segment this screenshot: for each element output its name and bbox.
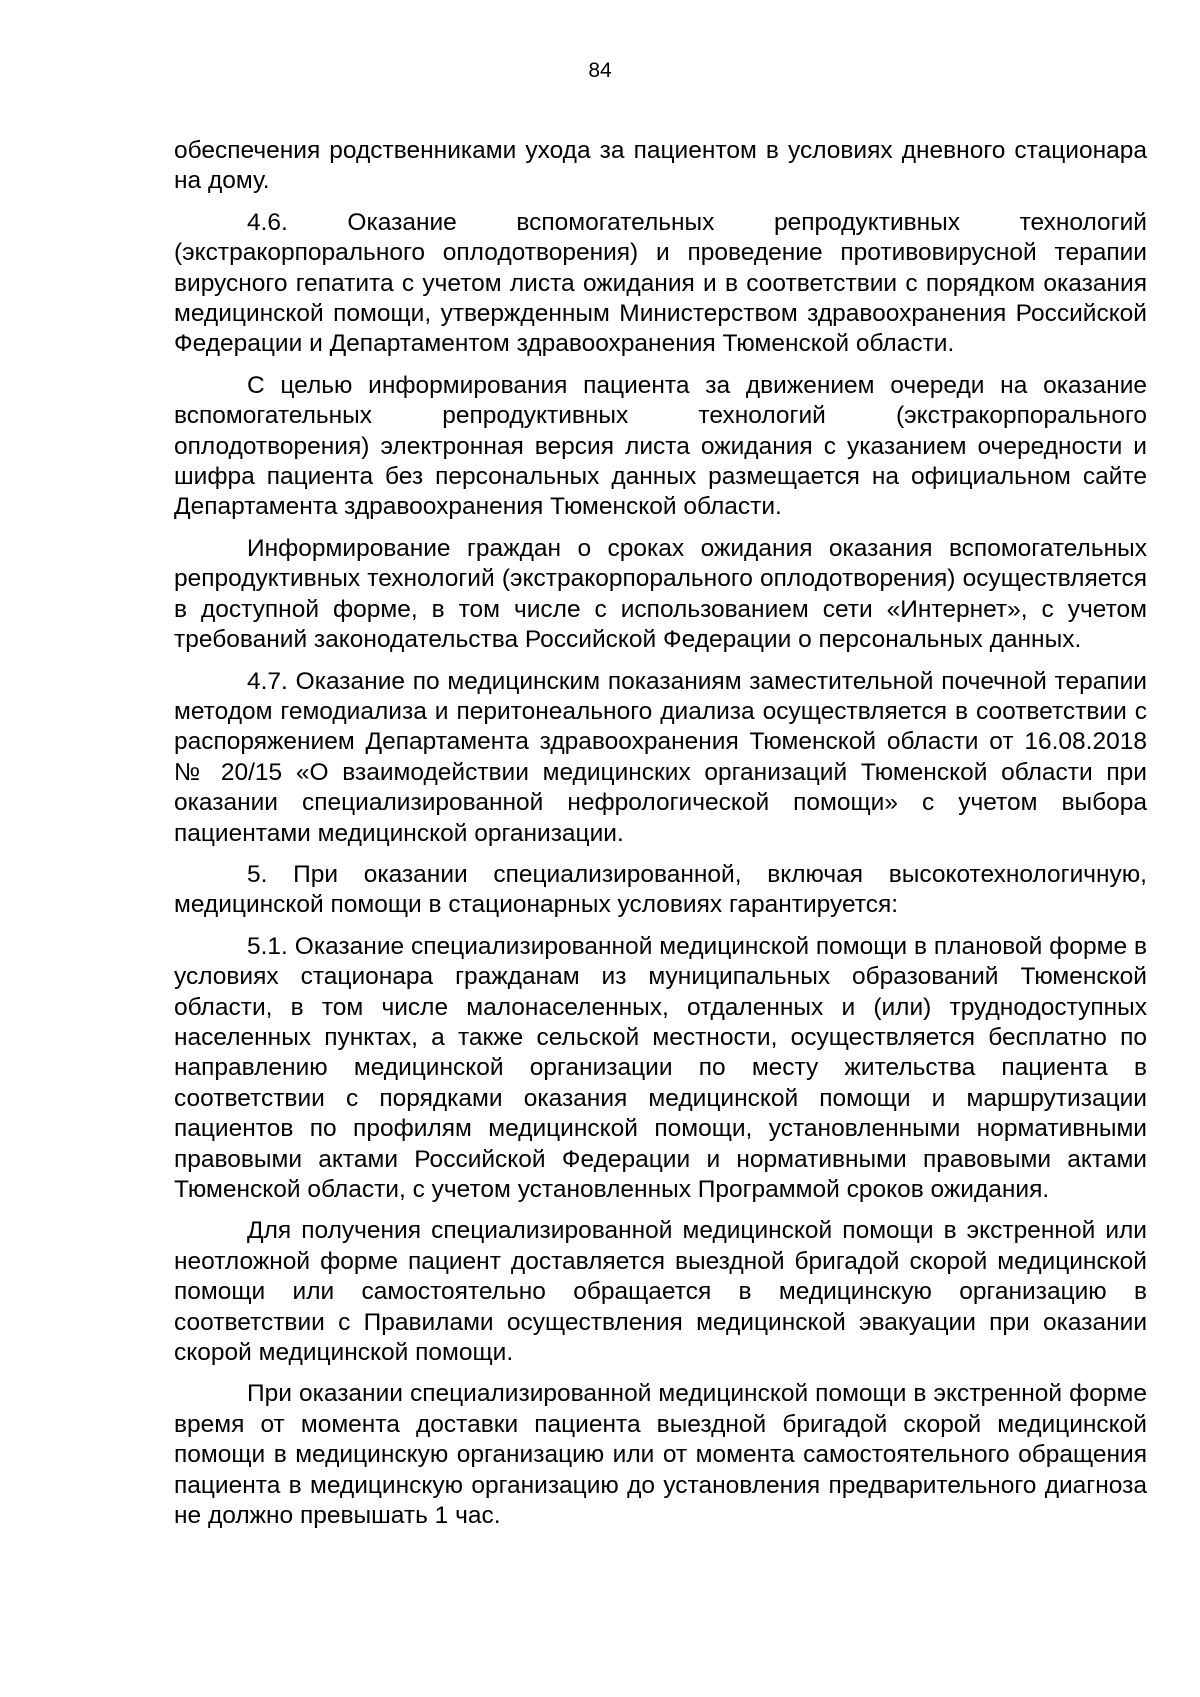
document-body [174,136,1147,1531]
paragraph-emergency-care: Для получения специализированной медицинской помощи в экстренной или неотложной форме пациент доставляется выездной бригадой скорой медицинской помощи или самостоятельно обращается в медицинскую организацию в соответствии с Правилами осуществления медицинской эвакуации при оказании скорой медицинской помощи. [174,1217,1147,1367]
paragraph-4-7: 4.7. Оказание по медицинским показаниям заместительной почечной терапии методом гемодиализа и перитонеального диализа осуществляется в соответствии с распоряжением Департамента здравоохранения Тюменской области от 16.08.2018 № 20/15 «О взаимодействии медицинских организаций Тюменской области при оказании специализированной нефрологической помощи» с учетом выбора пациентами медицинской организации. [174,667,1147,847]
page-number: 84 [588,59,612,82]
paragraph-diagnosis-time: При оказании специализированной медицинской помощи в экстренной форме время от момента доставки пациента выездной бригадой скорой медицинской помощи в медицинскую организацию или от момента самостоятельного обращения пациента в медицинскую организацию до установления предварительного диагноза не должно превышать 1 час. [174,1380,1147,1530]
paragraph-5-1: 5.1. Оказание специализированной медицинской помощи в плановой форме в условиях стационара гражданам из муниципальных образований Тюменской области, в том числе малонаселенных, отдаленных и (или) труднодоступных населенных пунктах, а также сельской местности, осуществляется бесплатно по направлению медицинской организации по месту жительства пациента в соответствии с порядками оказания медицинской помощи и маршрутизации пациентов по профилям медицинской помощи, установленными нормативными правовыми актами Российской Федерации и нормативными правовыми актами Тюменской области, с учетом установленных Программой сроков ожидания. [174,932,1147,1203]
paragraph-5: 5. При оказании специализированной, включая высокотехнологичную, медицинской помощи в стационарных условиях гарантируется: [174,860,1147,919]
paragraph-waiting-list-info: С целью информирования пациента за движением очереди на оказание вспомогательных репродуктивных технологий (экстракорпорального оплодотворения) электронная версия листа ожидания с указанием очередности и шифра пациента без персональных данных размещается на официальном сайте Департамента здравоохранения Тюменской области. [174,371,1147,521]
paragraph-citizen-informing: Информирование граждан о сроках ожидания оказания вспомогательных репродуктивных технологий (экстракорпорального оплодотворения) осуществляется в доступной форме, в том числе с использованием сети «Интернет», с учетом требований законодательства Российской Федерации о персональных данных. [174,534,1147,654]
paragraph-continuation: обеспечения родственниками ухода за пациентом в условиях дневного стационара на дому. [174,137,1147,195]
paragraph-4-6: 4.6. Оказание вспомогательных репродуктивных технологий (экстракорпорального оплодотворения) и проведение противовирусной терапии вирусного гепатита с учетом листа ожидания и в соответствии с порядком оказания медицинской помощи, утвержденным Министерством здравоохранения Российской Федерации и Департаментом здравоохранения Тюменской области. [174,208,1147,358]
